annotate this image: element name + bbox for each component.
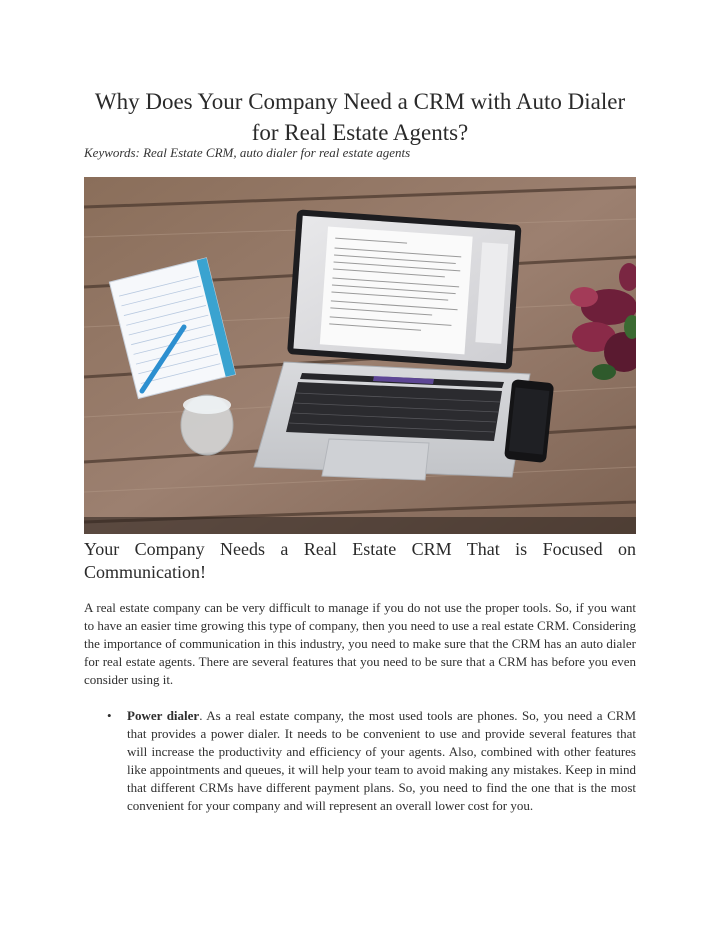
intro-paragraph: A real estate company can be very difficult to manage if you do not use the proper tools. So, if you want to have an easier time growing this type of company, then you need to use a real estate CRM. Considering the importance of communication in this industry, you need to make sure that the CRM has an auto dialer for real estate agents. There are several features that you need to be sure that a CRM has before you even consider using it. xyxy=(84,600,636,687)
feature-description: . As a real estate company, the most used tools are phones. So, you need a CRM that provides a power dialer. It needs to be convenient to use and provide several features that will increase the productivity and efficiency of your agents. Also, combined with other features like appointments and queues, it will help your team to avoid making any mistakes. Keep in mind that different CRMs have different payment plans. So, you need to find the one that is the most convenient for your company and will represent an overall lower cost for you. xyxy=(127,708,636,813)
keywords-line: Keywords: Real Estate CRM, auto dialer for real estate agents xyxy=(84,145,411,160)
feature-term: Power dialer xyxy=(127,708,200,723)
page-title: Why Does Your Company Need a CRM with Auto Dialer for Real Estate Agents? xyxy=(94,89,626,145)
feature-list xyxy=(84,707,636,815)
list-item xyxy=(84,707,636,815)
hero-image xyxy=(84,177,636,534)
laptop-desk-photo-icon xyxy=(84,177,636,534)
section-heading: Your Company Needs a Real Estate CRM That is Focused on Communication! xyxy=(84,539,636,582)
bullet-icon: • xyxy=(107,708,112,723)
